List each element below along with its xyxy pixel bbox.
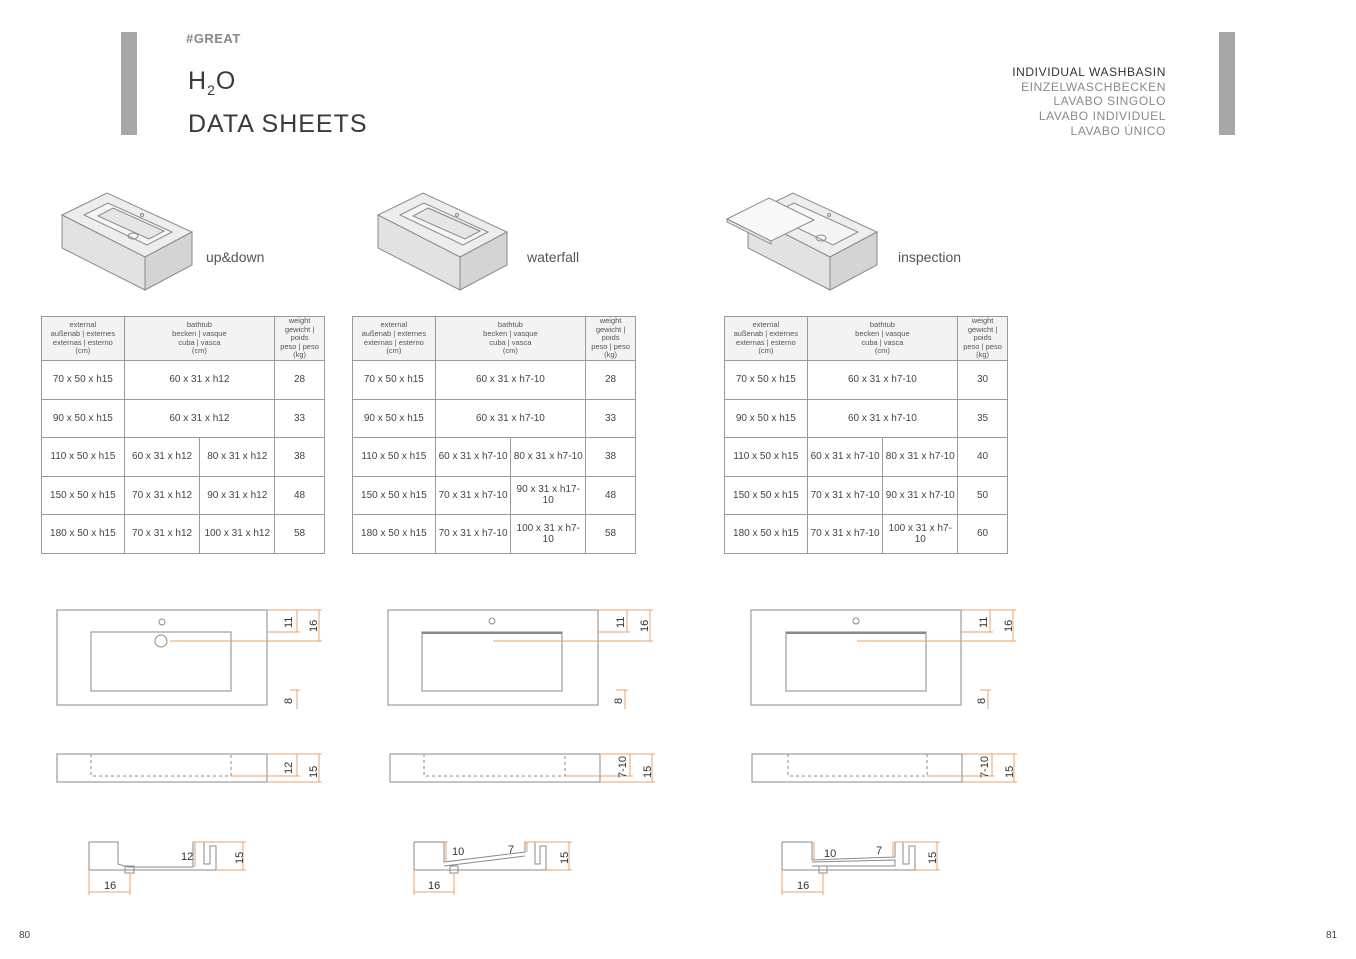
- external-size-cell: 90 x 50 x h15: [353, 399, 436, 438]
- table-row: [725, 438, 1008, 477]
- bathtub-size-cell: 70 x 31 x h7-10: [807, 515, 883, 554]
- bathtub-size-cell: 100 x 31 x h7-10: [511, 515, 586, 554]
- table-row: [353, 438, 636, 477]
- bathtub-size-cell: 80 x 31 x h7-10: [511, 438, 586, 477]
- table-row: [42, 515, 325, 554]
- weight-cell: 40: [958, 438, 1008, 477]
- header-line: externas | esterno: [52, 337, 113, 347]
- bathtub-size-cell: 60 x 31 x h7-10: [435, 438, 511, 477]
- dim-label: 10: [824, 848, 837, 860]
- external-size-cell: 180 x 50 x h15: [725, 515, 808, 554]
- external-size-cell: 180 x 50 x h15: [42, 515, 125, 554]
- dim-label: 8: [613, 697, 625, 704]
- section-waterfall: [414, 842, 546, 873]
- table-row: [725, 399, 1008, 438]
- external-size-cell: 110 x 50 x h15: [42, 438, 125, 477]
- dim-label: 16: [308, 619, 320, 632]
- bathtub-size-cell: 70 x 31 x h7-10: [435, 515, 511, 554]
- dim-label: 16: [797, 880, 810, 892]
- header-line: gewicht | poids: [967, 324, 998, 343]
- page-number-right: 81: [1326, 930, 1338, 941]
- bathtub-size-cell: 60 x 31 x h7-10: [807, 399, 957, 438]
- external-size-cell: 150 x 50 x h15: [42, 476, 125, 515]
- table-row: [42, 476, 325, 515]
- header-line: (kg): [604, 350, 617, 360]
- header-line: (cm): [191, 346, 207, 356]
- header-line: cuba | vasca: [861, 337, 904, 347]
- weight-cell: 58: [275, 515, 325, 554]
- header-line: peso | peso: [963, 341, 1002, 351]
- table-header-row: [42, 317, 325, 361]
- header-line: weight: [288, 316, 311, 326]
- header-line: externas | esterno: [363, 337, 424, 347]
- dim-label: 12: [283, 761, 295, 774]
- dim-label: 15: [642, 765, 654, 778]
- table-row: [42, 399, 325, 438]
- header-line: externas | esterno: [735, 337, 796, 347]
- side-view-up-down: [57, 754, 267, 782]
- header-line: (cm): [386, 346, 402, 356]
- bathtub-size-cell: 100 x 31 x h12: [200, 515, 275, 554]
- bathtub-size-cell: 60 x 31 x h7-10: [435, 361, 585, 400]
- header-line: (cm): [75, 346, 91, 356]
- header-cell-external: [42, 317, 125, 361]
- header-cell-weight: [275, 317, 325, 361]
- bathtub-size-cell: 60 x 31 x h12: [124, 361, 274, 400]
- weight-cell: 28: [586, 361, 636, 400]
- product-name: EINZELWASCHBECKEN: [1021, 79, 1166, 94]
- page-title: $H_2O$: [188, 67, 237, 98]
- isometric-washbasin-waterfall: [378, 193, 507, 290]
- header-line: becken | vasque: [483, 328, 538, 338]
- header-line: peso | peso: [591, 341, 630, 351]
- weight-cell: 58: [586, 515, 636, 554]
- spec-table-inspection: [724, 316, 1008, 554]
- dim-label: 7-10: [617, 755, 629, 778]
- header-line: external: [69, 320, 97, 330]
- header-cell-external: [725, 317, 808, 361]
- variant-label-waterfall: waterfall: [527, 249, 580, 265]
- header-line: gewicht | poids: [595, 324, 626, 343]
- external-size-cell: 70 x 50 x h15: [42, 361, 125, 400]
- bathtub-size-cell: 80 x 31 x h12: [200, 438, 275, 477]
- bathtub-size-cell: 60 x 31 x h7-10: [807, 361, 957, 400]
- weight-cell: 33: [275, 399, 325, 438]
- weight-cell: 28: [275, 361, 325, 400]
- header-cell-weight: [586, 317, 636, 361]
- header-cell-external: [353, 317, 436, 361]
- weight-cell: 60: [958, 515, 1008, 554]
- side-view-waterfall: [390, 754, 600, 782]
- collection-tag: #GREAT: [186, 31, 241, 46]
- external-size-cell: 150 x 50 x h15: [353, 476, 436, 515]
- dim-label: 8: [283, 697, 295, 704]
- external-size-cell: 90 x 50 x h15: [42, 399, 125, 438]
- dim-label: 16: [104, 880, 117, 892]
- page-subtitle: DATA SHEETS: [188, 110, 368, 138]
- header-line: gewicht | poids: [284, 324, 315, 343]
- header-line: (cm): [874, 346, 890, 356]
- table-row: [42, 438, 325, 477]
- product-name: LAVABO SINGOLO: [1053, 94, 1166, 109]
- dim-label: 15: [927, 851, 939, 864]
- isometric-washbasin-inspection: [727, 193, 877, 290]
- header-line: (cm): [758, 346, 774, 356]
- top-view-inspection: [751, 610, 961, 705]
- external-size-cell: 90 x 50 x h15: [725, 399, 808, 438]
- weight-cell: 48: [275, 476, 325, 515]
- spec-table-up-down: [41, 316, 325, 554]
- bathtub-size-cell: 90 x 31 x h12: [200, 476, 275, 515]
- table-header-row: [353, 317, 636, 361]
- dim-label: 16: [428, 880, 441, 892]
- external-size-cell: 70 x 50 x h15: [353, 361, 436, 400]
- dim-label: 11: [978, 616, 990, 628]
- section-up-down: [89, 842, 216, 873]
- table-row: [353, 399, 636, 438]
- dim-label: 16: [639, 619, 651, 632]
- header-line: peso | peso: [280, 341, 319, 351]
- header-line: bathtub: [497, 320, 523, 330]
- spec-table-waterfall: [352, 316, 636, 554]
- dim-label: 11: [615, 616, 627, 628]
- table-row: [353, 361, 636, 400]
- header-line: cuba | vasca: [489, 337, 532, 347]
- bathtub-size-cell: 90 x 31 x h7-10: [883, 476, 958, 515]
- header-line: außenab | externes: [733, 328, 799, 338]
- dim-label: 10: [452, 846, 465, 858]
- section-inspection: [782, 842, 915, 873]
- header-line: außenab | externes: [361, 328, 427, 338]
- variant-label-up-down: up&down: [206, 249, 265, 265]
- product-name: LAVABO ÚNICO: [1070, 123, 1166, 138]
- table-row: [42, 361, 325, 400]
- external-size-cell: 150 x 50 x h15: [725, 476, 808, 515]
- header-line: weight: [971, 316, 994, 326]
- header-cell-bathtub: [807, 317, 957, 361]
- bathtub-size-cell: 70 x 31 x h12: [124, 476, 200, 515]
- bathtub-size-cell: 60 x 31 x h12: [124, 438, 200, 477]
- top-view-waterfall: [388, 610, 598, 705]
- external-size-cell: 110 x 50 x h15: [353, 438, 436, 477]
- header-line: external: [380, 320, 408, 330]
- dim-label: 15: [1004, 765, 1016, 778]
- table-row: [725, 361, 1008, 400]
- page-number-left: 80: [19, 930, 31, 941]
- dim-label: 7: [508, 844, 515, 856]
- external-size-cell: 110 x 50 x h15: [725, 438, 808, 477]
- dim-label: 16: [1003, 619, 1015, 632]
- dim-label: 7: [876, 845, 883, 857]
- weight-cell: 30: [958, 361, 1008, 400]
- bathtub-size-cell: 100 x 31 x h7-10: [883, 515, 958, 554]
- header-line: external: [752, 320, 780, 330]
- dim-label: 7-10: [979, 755, 991, 778]
- table-row: [725, 476, 1008, 515]
- dim-label: 15: [234, 851, 246, 864]
- header-cell-bathtub: [435, 317, 585, 361]
- bathtub-size-cell: 70 x 31 x h7-10: [435, 476, 511, 515]
- bathtub-size-cell: 70 x 31 x h12: [124, 515, 200, 554]
- variant-label-inspection: inspection: [898, 249, 962, 265]
- header-line: bathtub: [186, 320, 212, 330]
- bathtub-size-cell: 60 x 31 x h12: [124, 399, 274, 438]
- side-view-inspection: [752, 754, 962, 782]
- weight-cell: 38: [586, 438, 636, 477]
- top-view-up-down: [57, 610, 267, 705]
- header-line: bathtub: [869, 320, 895, 330]
- dim-label: 15: [559, 851, 571, 864]
- dim-label: 8: [976, 697, 988, 704]
- header-line: cuba | vasca: [178, 337, 221, 347]
- header-line: becken | vasque: [172, 328, 227, 338]
- external-size-cell: 70 x 50 x h15: [725, 361, 808, 400]
- header-cell-bathtub: [124, 317, 274, 361]
- bathtub-size-cell: 90 x 31 x h17-10: [511, 476, 586, 515]
- dim-label: 15: [308, 765, 320, 778]
- external-size-cell: 180 x 50 x h15: [353, 515, 436, 554]
- dim-label: 11: [283, 616, 295, 628]
- header-line: (cm): [502, 346, 518, 356]
- weight-cell: 50: [958, 476, 1008, 515]
- table-row: [353, 515, 636, 554]
- table-row: [725, 515, 1008, 554]
- header-line: (kg): [976, 350, 990, 360]
- bathtub-size-cell: 60 x 31 x h7-10: [435, 399, 585, 438]
- weight-cell: 35: [958, 399, 1008, 438]
- weight-cell: 33: [586, 399, 636, 438]
- header-line: becken | vasque: [855, 328, 910, 338]
- header-line: außenab | externes: [50, 328, 116, 338]
- dim-label: 12: [181, 851, 194, 863]
- isometric-washbasin-up-down: [62, 193, 192, 290]
- table-header-row: [725, 317, 1008, 361]
- bathtub-size-cell: 70 x 31 x h7-10: [807, 476, 883, 515]
- product-name: INDIVIDUAL WASHBASIN: [1012, 65, 1166, 79]
- table-row: [353, 476, 636, 515]
- header-cell-weight: [958, 317, 1008, 361]
- bathtub-size-cell: 60 x 31 x h7-10: [807, 438, 883, 477]
- weight-cell: 48: [586, 476, 636, 515]
- product-name: LAVABO INDIVIDUEL: [1038, 109, 1166, 124]
- weight-cell: 38: [275, 438, 325, 477]
- bathtub-size-cell: 80 x 31 x h7-10: [883, 438, 958, 477]
- header-line: weight: [599, 316, 622, 326]
- header-line: (kg): [293, 350, 306, 360]
